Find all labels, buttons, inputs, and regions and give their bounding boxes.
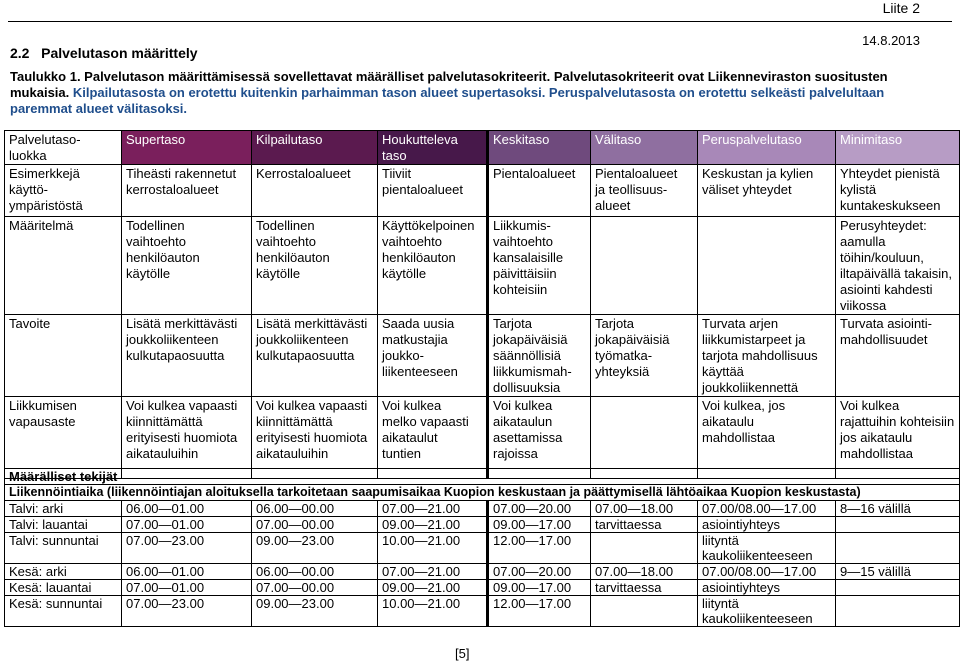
criteria-label: Määritelmä — [5, 217, 122, 315]
level-header: Kilpailutaso — [252, 131, 378, 165]
criteria-row — [5, 397, 960, 479]
criteria-cell: Keskustan ja kylien väliset yhteydet — [698, 165, 836, 217]
criteria-cell: Pientaloalueet — [488, 165, 591, 217]
criteria-cell: Liikkumis- vaihtoehto kansalaisille päivittäisiin kohteisiin — [488, 217, 591, 315]
operating-hours-row — [5, 533, 960, 564]
caption-text: Taulukko 1. Palvelutason määrittämisessä sovellettavat määrälliset palvelutasokriteerit. Palvelutasokriteerit ovat Liikenneviraston suositusten mukaisia. — [10, 69, 888, 100]
operating-hours-label: Talvi: sunnuntai — [5, 533, 122, 564]
criteria-cell: Tiiviit pientaloalueet — [378, 165, 488, 217]
operating-hours-cell: 07.00—01.00 — [122, 580, 252, 596]
criteria-cell: Voi kulkea rajattuihin kohteisiin jos aikataulu mahdollistaa — [836, 397, 960, 479]
operating-hours-cell — [591, 533, 698, 564]
operating-hours-cell: 10.00—21.00 — [378, 596, 488, 627]
operating-hours-cell: 07.00—23.00 — [122, 596, 252, 627]
operating-hours-row — [5, 580, 960, 596]
operating-hours-row — [5, 596, 960, 627]
operating-hours-cell: 06.00—01.00 — [122, 501, 252, 517]
criteria-cell: Todellinen vaihtoehto henkilöauton käytölle — [122, 217, 252, 315]
operating-hours-label: Kesä: lauantai — [5, 580, 122, 596]
operating-hours-label: Kesä: sunnuntai — [5, 596, 122, 627]
criteria-cell: Yhteydet pienistä kylistä kuntakeskukseen — [836, 165, 960, 217]
operating-hours-cell: 07.00—23.00 — [122, 533, 252, 564]
operating-hours-cell: 07.00—20.00 — [488, 501, 591, 517]
operating-hours-cell: 07.00—18.00 — [591, 501, 698, 517]
criteria-cell: Voi kulkea vapaasti kiinnittämättä erityisesti huomiota aikatauluihin — [122, 397, 252, 479]
attachment-label: Liite 2 — [882, 0, 920, 16]
criteria-cell — [698, 217, 836, 315]
operating-hours-cell: 06.00—00.00 — [252, 501, 378, 517]
criteria-cell: Turvata arjen liikkumistarpeet ja tarjota mahdollisuus käyttää joukkoliikennettä — [698, 315, 836, 397]
operating-hours-cell: 12.00—17.00 — [488, 533, 591, 564]
operating-hours-cell: 9—15 välillä — [836, 564, 960, 580]
criteria-cell — [591, 397, 698, 479]
operating-hours-cell: 07.00—18.00 — [591, 564, 698, 580]
quantitative-factors-table — [4, 468, 960, 627]
level-header: Houkutteleva taso — [378, 131, 488, 165]
operating-hours-cell — [591, 596, 698, 627]
criteria-cell: Voi kulkea vapaasti kiinnittämättä erityisesti huomiota aikatauluihin — [252, 397, 378, 479]
operating-hours-cell: tarvittaessa — [591, 580, 698, 596]
level-corner-header: Palvelutaso- luokka — [5, 131, 122, 165]
operating-hours-cell: 09.00—17.00 — [488, 580, 591, 596]
level-header-row — [5, 131, 960, 165]
operating-hours-cell: 10.00—21.00 — [378, 533, 488, 564]
criteria-cell: Tiheästi rakennetut kerrostaloalueet — [122, 165, 252, 217]
operating-hours-row — [5, 564, 960, 580]
subtitle-row — [5, 485, 960, 501]
page-number: [5] — [455, 646, 470, 661]
caption-text-note: Kilpailutasosta on erotettu kuitenkin parhaimman tason alueet supertasoksi. Peruspalvelutasosta on erotettu selkeästi palvelultaan paremmat alueet välitasoksi. — [10, 85, 885, 116]
level-header: Minimitaso — [836, 131, 960, 165]
criteria-cell: Käyttökelpoinen vaihtoehto henkilöauton käytölle — [378, 217, 488, 315]
operating-hours-cell: 06.00—00.00 — [252, 564, 378, 580]
level-header: Keskitaso — [488, 131, 591, 165]
criteria-cell: Voi kulkea, jos aikataulu mahdollistaa — [698, 397, 836, 479]
operating-hours-cell: 07.00/08.00—17.00 — [698, 564, 836, 580]
criteria-cell: Turvata asiointi- mahdollisuudet — [836, 315, 960, 397]
table-caption — [10, 69, 940, 117]
operating-hours-cell: 12.00—17.00 — [488, 596, 591, 627]
operating-hours-cell: 09.00—21.00 — [378, 517, 488, 533]
operating-hours-cell: 09.00—23.00 — [252, 533, 378, 564]
level-header: Supertaso — [122, 131, 252, 165]
criteria-cell: Kerrostaloalueet — [252, 165, 378, 217]
service-level-table — [4, 130, 960, 479]
criteria-cell: Pientaloalueet ja teollisuus- alueet — [591, 165, 698, 217]
operating-hours-cell: 09.00—17.00 — [488, 517, 591, 533]
header-rule — [8, 21, 952, 22]
criteria-cell: Lisätä merkittävästi joukkoliikenteen kulkutapaosuutta — [252, 315, 378, 397]
criteria-row — [5, 165, 960, 217]
criteria-cell: Voi kulkea melko vapaasti aikataulut tuntien — [378, 397, 488, 479]
operating-hours-cell: liityntä kaukoliikenteeseen — [698, 596, 836, 627]
criteria-label: Esimerkkejä käyttö- ympäristöstä — [5, 165, 122, 217]
level-header: Välitaso — [591, 131, 698, 165]
section-title-row — [5, 469, 960, 485]
operating-hours-cell — [836, 596, 960, 627]
criteria-label: Tavoite — [5, 315, 122, 397]
level-header: Peruspalvelutaso — [698, 131, 836, 165]
operating-hours-label: Talvi: arki — [5, 501, 122, 517]
operating-hours-cell: 07.00—21.00 — [378, 501, 488, 517]
criteria-cell: Tarjota jokapäiväisiä työmatka- yhteyksiä — [591, 315, 698, 397]
operating-hours-cell: 8—16 välillä — [836, 501, 960, 517]
operating-hours-cell: 07.00—00.00 — [252, 580, 378, 596]
quantitative-factors-title: Määrälliset tekijät — [5, 469, 960, 485]
criteria-cell: Todellinen vaihtoehto henkilöauton käytölle — [252, 217, 378, 315]
document-date: 14.8.2013 — [862, 33, 920, 48]
operating-hours-row — [5, 501, 960, 517]
operating-hours-cell: 07.00—00.00 — [252, 517, 378, 533]
operating-hours-cell: 09.00—21.00 — [378, 580, 488, 596]
operating-hours-label: Kesä: arki — [5, 564, 122, 580]
section-heading: 2.2 Palvelutason määrittely — [10, 45, 198, 61]
criteria-label: Liikkumisen vapausaste — [5, 397, 122, 479]
criteria-cell: Perusyhteydet: aamulla töihin/kouluun, iltapäivällä takaisin, asiointi kahdesti viikossa — [836, 217, 960, 315]
operating-hours-cell — [836, 580, 960, 596]
operating-hours-cell — [836, 517, 960, 533]
operating-hours-cell: 07.00—21.00 — [378, 564, 488, 580]
criteria-cell — [591, 217, 698, 315]
operating-hours-cell: asiointiyhteys — [698, 517, 836, 533]
operating-hours-cell: 07.00—01.00 — [122, 517, 252, 533]
operating-hours-row — [5, 517, 960, 533]
operating-hours-subtitle: Liikennöintiaika (liikennöintiajan aloituksella tarkoitetaan saapumisaikaa Kuopion keskustaan ja päättymisellä lähtöaikaa Kuopion keskustasta) — [5, 485, 960, 501]
criteria-cell: Lisätä merkittävästi joukkoliikenteen kulkutapaosuutta — [122, 315, 252, 397]
operating-hours-cell: tarvittaessa — [591, 517, 698, 533]
operating-hours-cell — [836, 533, 960, 564]
criteria-row — [5, 315, 960, 397]
criteria-cell: Saada uusia matkustajia joukko- liikenteeseen — [378, 315, 488, 397]
operating-hours-cell: asiointiyhteys — [698, 580, 836, 596]
criteria-row — [5, 217, 960, 315]
operating-hours-label: Talvi: lauantai — [5, 517, 122, 533]
operating-hours-cell: 07.00—20.00 — [488, 564, 591, 580]
operating-hours-cell: 09.00—23.00 — [252, 596, 378, 627]
operating-hours-cell: 07.00/08.00—17.00 — [698, 501, 836, 517]
operating-hours-cell: liityntä kaukoliikenteeseen — [698, 533, 836, 564]
criteria-cell: Tarjota jokapäiväisiä säännöllisiä liikkumismah- dollisuuksia — [488, 315, 591, 397]
operating-hours-cell: 06.00—01.00 — [122, 564, 252, 580]
criteria-cell: Voi kulkea aikataulun asettamissa rajoissa — [488, 397, 591, 479]
